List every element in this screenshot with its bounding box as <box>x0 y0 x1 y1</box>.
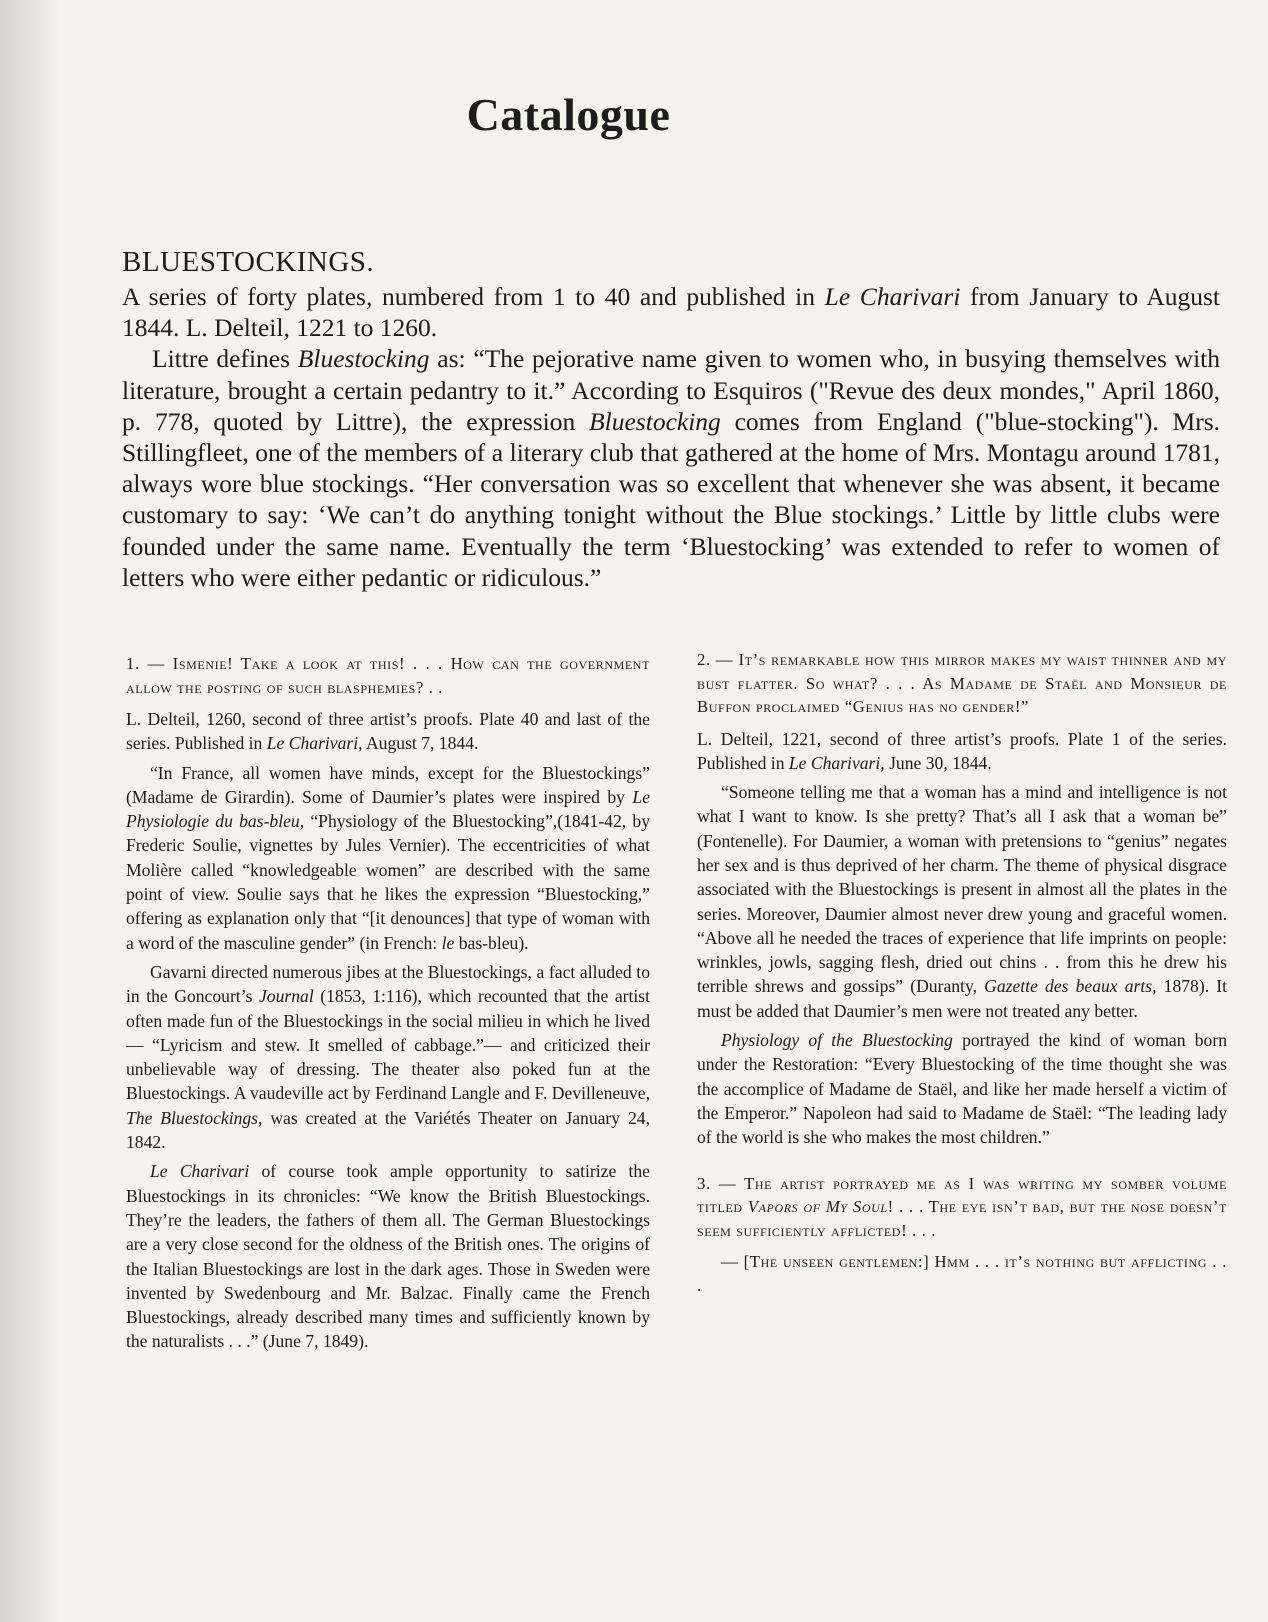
right-column <box>697 648 1227 1305</box>
page-title: Catalogue <box>466 89 671 140</box>
plate-1-caption: 1. — Ismenie! Take a look at this! . . . How can the government allow the posting of such blasphemies? . . <box>126 654 650 697</box>
intro-text <box>122 281 1220 593</box>
plate-3-caption-continued: — [The unseen gentlemen:] Hmm . . . it’s nothing but afflicting . . . <box>697 1252 1227 1295</box>
left-column <box>126 652 650 1359</box>
plate-2-body: “Someone telling me that a woman has a mind and intelligence is not what I want to know. Is she pretty? That’s all I ask that a woman be” (Fontenelle). For Daumier, a woman with pretensions to “genius” negates her sex and is thus deprived of her charm. The theme of physical disgrace associated with the Bluestockings is present in almost all the plates in the series. Moreover, Daumier almost never drew young and graceful women. “Above all he needed the traces of experience that life imprints on people: wrinkles, jowls, sagging flesh, dried out chins . . from this he drew his terrible shrews and gossips” (Duranty, Gazette des beaux arts, 1878). It must be added that Daumier’s men were not treated any better. <box>697 782 1227 1021</box>
plate-2-reference: L. Delteil, 1221, second of three artist’s proofs. Plate 1 of the series. Published in Le Charivari, June 30, 1844. <box>697 728 1227 773</box>
intro-paragraph: Littre defines Bluestocking as: “The pejorative name given to women who, in busying themselves with literature, brought a certain pedantry to it.” According to Esquiros ("Revue des deux mondes," April 1860, p. 778, quoted by Littre), the expression Bluestocking comes from England ("blue-stocking"). Mrs. Stillingfleet, one of the members of a literary club that gathered at the home of Mrs. Montagu around 1781, always wore blue stockings. “Her conversation was so excellent that whenever she was absent, it became customary to say: ‘We can’t do anything tonight without the Blue stockings.’ Little by little clubs were founded under the same name. Eventually the term ‘Bluestocking’ was extended to refer to women of letters who were either pedantic or ridiculous.” <box>122 344 1221 592</box>
plate-2-caption: 2. — It’s remarkable how this mirror makes my waist thinner and my bust flatter. So what? . . . As Madame de Staël and Monsieur de Buffon proclaimed “Genius has no gender!” <box>697 650 1227 716</box>
plate-1-body: Gavarni directed numerous jibes at the Bluestockings, a fact alluded to in the Goncourt’s Journal (1853, 1:116), which recounted that the artist often made fun of the Bluestockings in the social milieu in which he lived— “Lyricism and stew. It smelled of cabbage.”— and criticized their unbelievable way of dressing. The theater also poked fun at the Bluestockings. A vaudeville act by Ferdinand Langle and F. Devilleneuve, The Bluestockings, was created at the Variétés Theater on January 24, 1842. <box>126 961 651 1153</box>
plate-1-body: “In France, all women have minds, except for the Bluestockings” (Madame de Girardin). Some of Daumier’s plates were inspired by Le Physiologie du bas-bleu, “Physiology of the Bluestocking”,(1841-42, by Frederic Soulie, vignettes by Jules Vernier). The eccentricities of what Molière called “knowledgeable women” are described with the same point of view. Soulie says that he likes the expression “Bluestocking,” offering as explanation only that “[it denounces] that type of woman with a word of the masculine gender” (in French: le bas-bleu). <box>126 762 650 953</box>
page-gutter-shadow <box>0 0 60 1622</box>
section-heading: BLUESTOCKINGS. <box>122 246 375 278</box>
plate-1-reference: L. Delteil, 1260, second of three artist’s proofs. Plate 40 and last of the series. Published in Le Charivari, August 7, 1844. <box>126 709 650 754</box>
intro-paragraph: A series of forty plates, numbered from 1 to 40 and published in Le Charivari from January to August 1844. L. Delteil, 1221 to 1260. <box>122 282 1220 343</box>
plate-1-body: Le Charivari of course took ample opportunity to satirize the Bluestockings in its chronicles: “We know the British Bluestockings. They’re the leaders, the fathers of them all. The German Bluestockings are a very close second for the oldness of the British ones. The origins of the Italian Bluestockings are lost in the dark ages. Those in Sweden were invented by Swedenbourg and Mr. Balzac. Finally came the French Bluestockings, already described many times and sufficiently known by the naturalists . . .” (June 7, 1849). <box>126 1161 650 1352</box>
plate-3-caption: 3. — The artist portrayed me as I was writing my somber volume titled Vapors of My Soul! . . . The eye isn’t bad, but the nose doesn’t seem sufficiently afflicted! . . . <box>697 1173 1227 1240</box>
plate-2-body: Physiology of the Bluestocking portrayed the kind of woman born under the Restoration: “Every Bluestocking of the time thought she was the accomplice of Madame de Staël, and like her made herself a victim of the Emperor.” Napoleon had said to Madame de Staël: “The leading lady of the world is she who makes the most children.” <box>697 1030 1227 1148</box>
